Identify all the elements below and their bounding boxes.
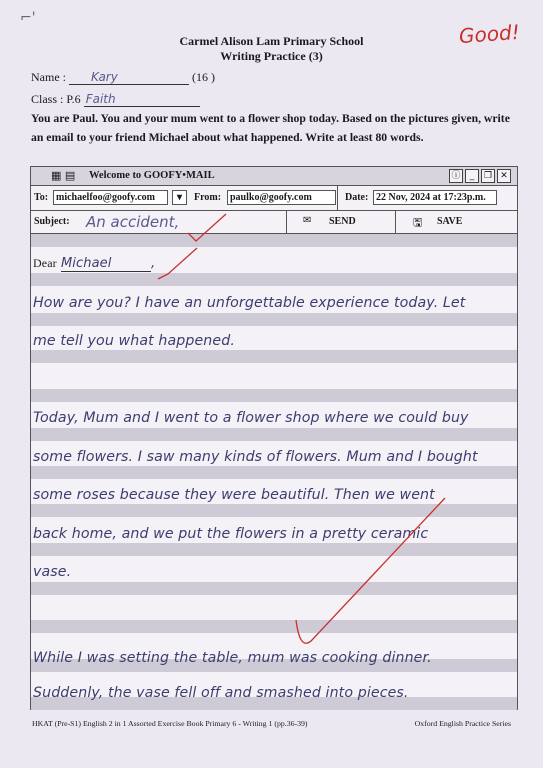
body-line: some roses because they were beautiful. Then we went [33, 487, 435, 503]
divider [337, 186, 338, 210]
minimize-icon[interactable]: _ [465, 169, 479, 183]
ruled-band [31, 350, 517, 363]
to-label: To: [34, 192, 49, 203]
ruled-band [31, 313, 517, 326]
salutation-prefix: Dear [33, 256, 57, 270]
date-label: Date: [345, 192, 369, 203]
salutation [33, 256, 155, 272]
subject-value[interactable]: An accident, [86, 213, 180, 231]
ruled-band [31, 582, 517, 595]
send-icon: ✉ [303, 215, 312, 226]
date-field[interactable]: 22 Nov, 2024 at 17:23p.m. [373, 190, 497, 205]
body-line: How are you? I have an unforgettable experience today. Let [33, 295, 466, 311]
subject-row [31, 211, 517, 234]
body-line: While I was setting the table, mum was cooking dinner. [33, 650, 432, 666]
salutation-comma: , [150, 256, 156, 271]
worksheet-title: Writing Practice (3) [220, 49, 323, 63]
body-line: back home, and we put the flowers in a pretty ceramic [33, 526, 429, 542]
save-button[interactable]: SAVE [437, 216, 463, 227]
ruled-band [31, 504, 517, 517]
save-icon: 🖫 [413, 216, 423, 229]
class-label: Class : P.6 [31, 92, 81, 106]
ruled-band [31, 428, 517, 441]
ruled-band [31, 466, 517, 479]
name-label: Name : [31, 70, 66, 84]
window-controls [449, 169, 511, 183]
body-line: vase. [33, 564, 72, 580]
restore-icon[interactable]: ❐ [481, 169, 495, 183]
name-value: Kary [69, 70, 189, 85]
task-prompt: You are Paul. You and your mum went to a flower shop today. Based on the pictures given, write an email to your friend Michael about what happened. Write at least 80 words. [31, 112, 510, 144]
from-field[interactable]: paulko@goofy.com [227, 190, 336, 205]
class-field [31, 92, 200, 107]
ruled-band [31, 389, 517, 402]
body-line: me tell you what happened. [33, 333, 235, 349]
school-name: Carmel Alison Lam Primary School [179, 34, 364, 48]
ruled-band [31, 234, 517, 247]
window-title: Welcome to GOOFY•MAIL [89, 170, 215, 181]
class-value: Faith [84, 92, 200, 107]
divider [395, 211, 396, 233]
body-line: Today, Mum and I went to a flower shop where we could buy [33, 410, 469, 426]
info-icon[interactable]: ⓘ [449, 169, 463, 183]
ruled-band [31, 543, 517, 556]
corner-scribble: ⌐' [20, 10, 36, 26]
divider [286, 211, 287, 233]
address-row [31, 186, 517, 211]
email-titlebar [31, 167, 517, 186]
chevron-down-icon[interactable]: ▾ [172, 190, 187, 205]
footer-series: Oxford English Practice Series [414, 719, 511, 728]
email-window [30, 166, 518, 710]
ruled-band [31, 273, 517, 286]
student-number: (16 ) [192, 70, 215, 84]
teacher-grade: Good! [458, 19, 521, 49]
subject-label: Subject: [34, 216, 70, 227]
app-icons: ▦ ▤ [51, 169, 76, 182]
close-icon[interactable]: ✕ [497, 169, 511, 183]
body-line: Suddenly, the vase fell off and smashed into pieces. [33, 685, 409, 701]
body-line: some flowers. I saw many kinds of flowers. Mum and I bought [33, 449, 478, 465]
salutation-name: Michael [61, 256, 151, 272]
footer-source: HKAT (Pre-S1) English 2 in 1 Assorted Exercise Book Primary 6 - Writing 1 (pp.36-39) [32, 719, 308, 728]
from-label: From: [194, 192, 222, 203]
send-button[interactable]: SEND [329, 216, 356, 227]
ruled-band [31, 620, 517, 633]
to-field[interactable]: michaelfoo@goofy.com [53, 190, 168, 205]
name-field [31, 70, 215, 85]
